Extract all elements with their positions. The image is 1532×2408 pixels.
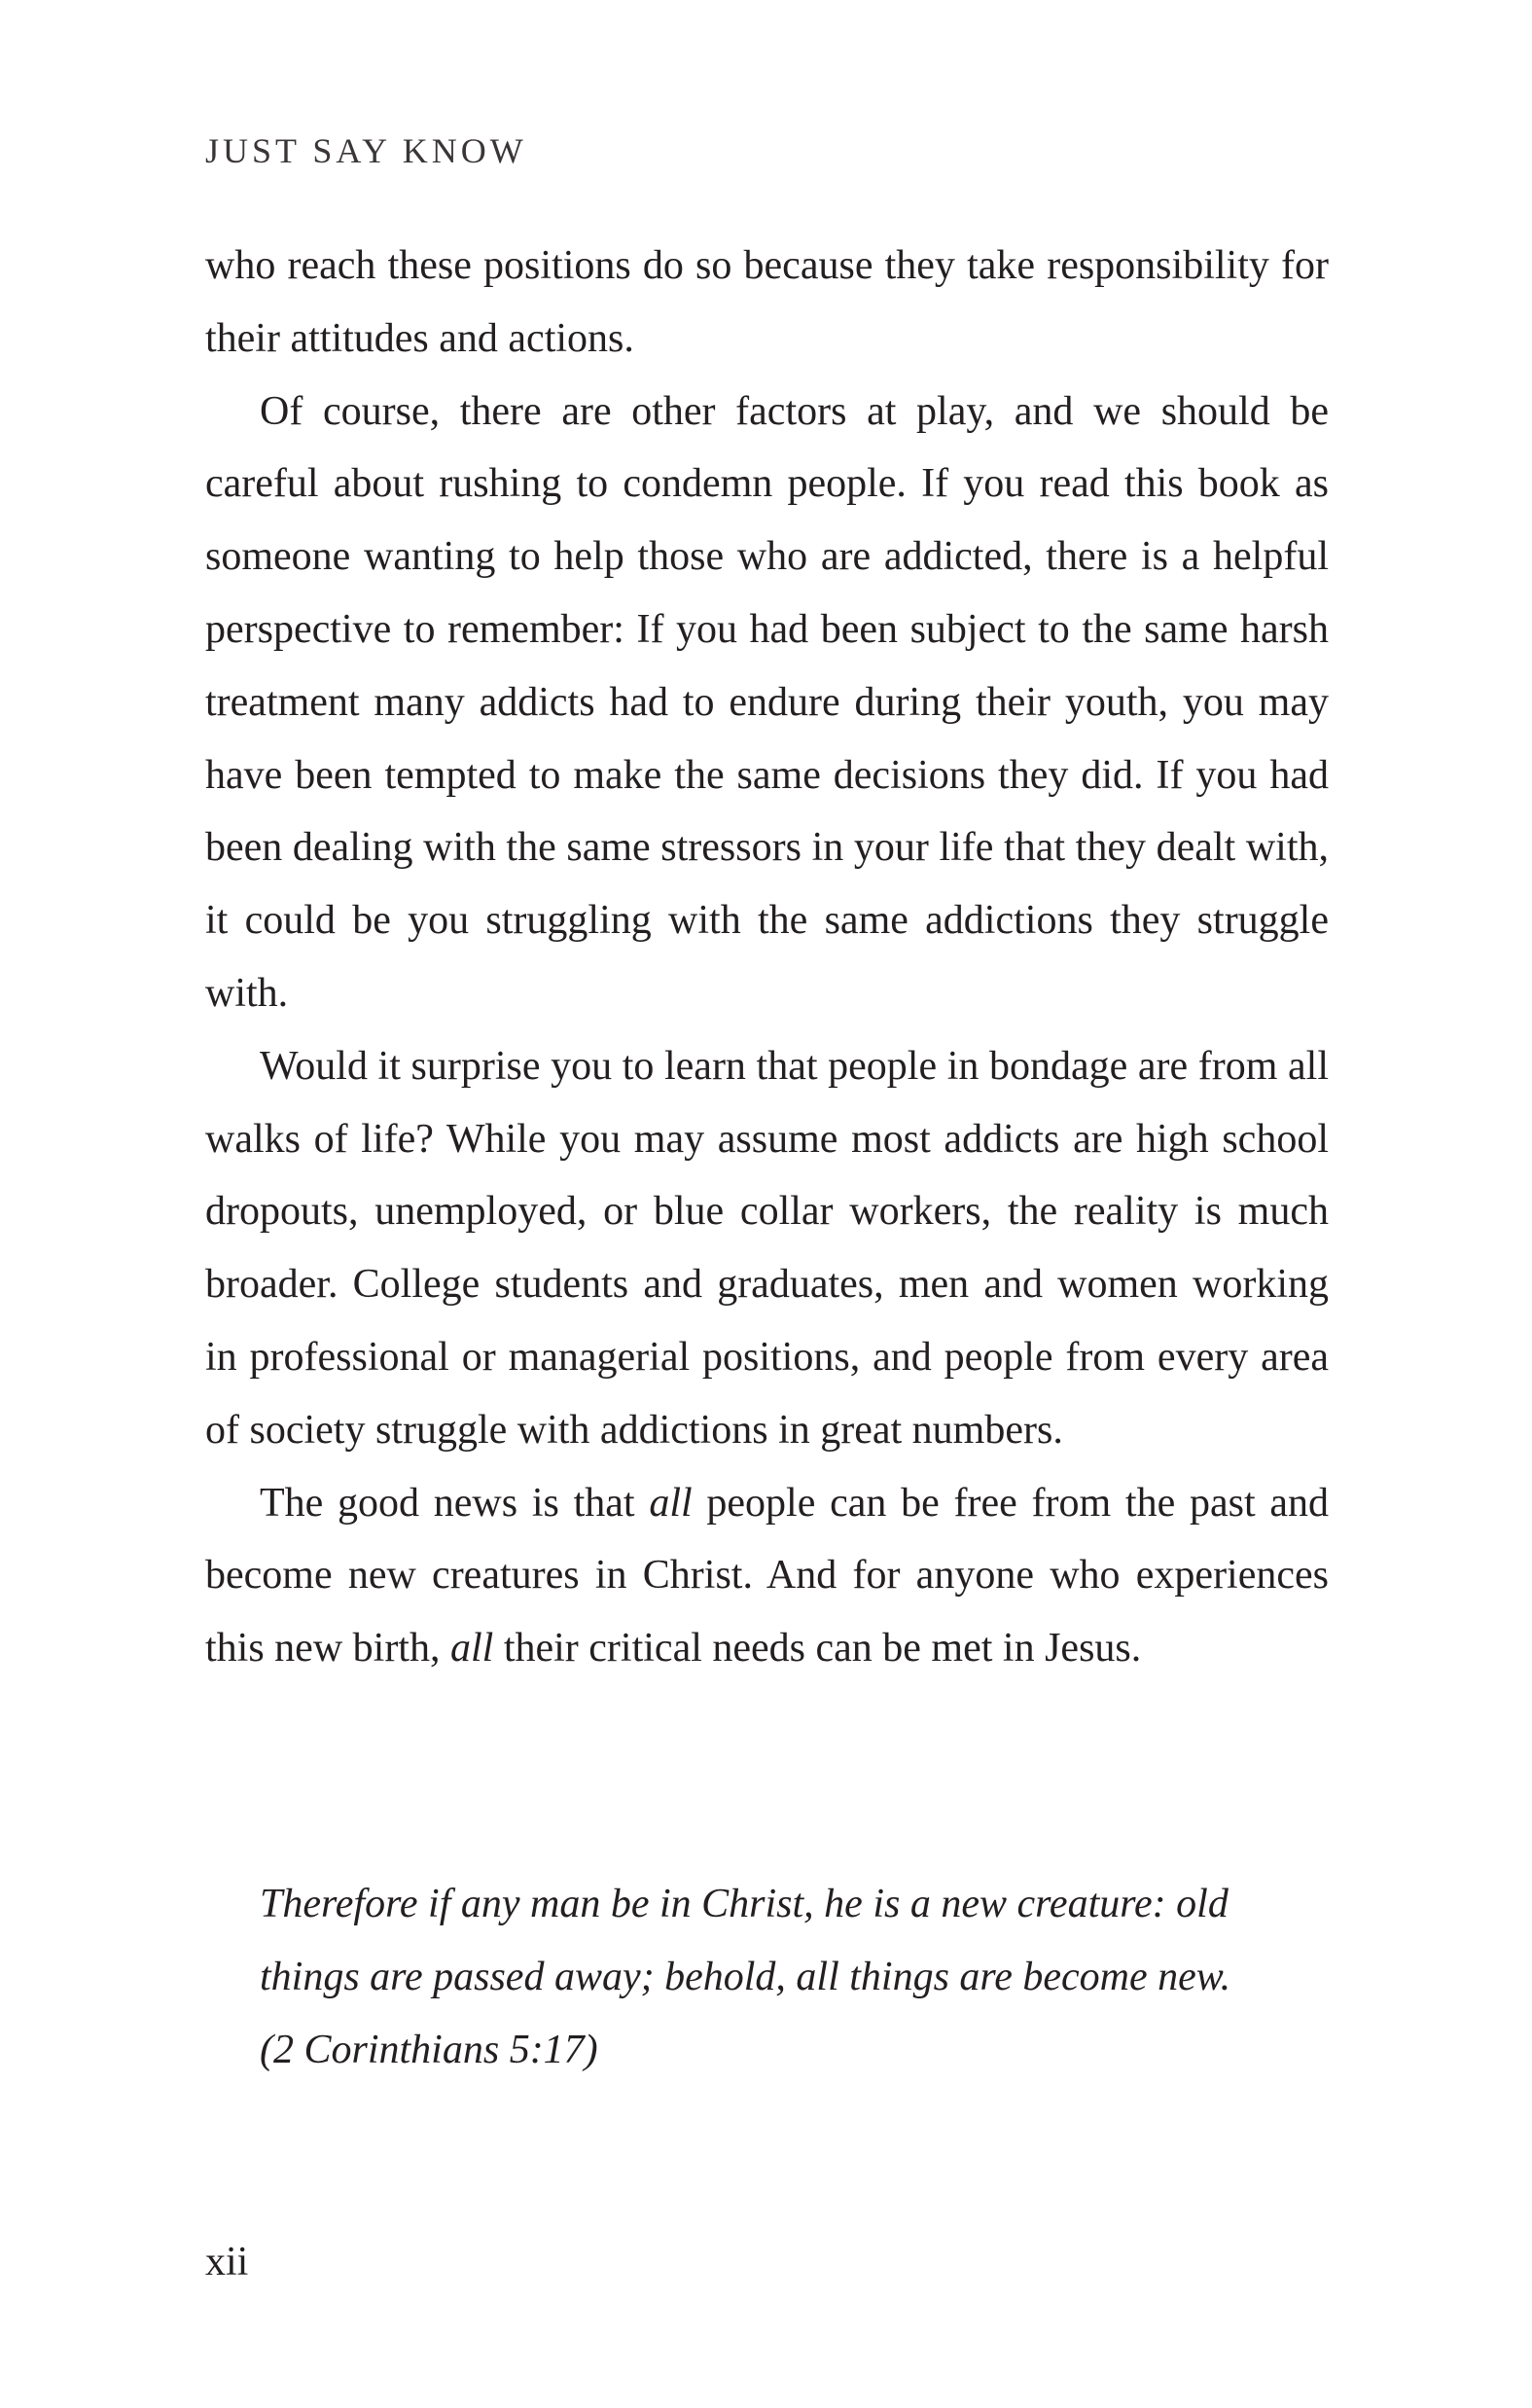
emphasis-all-2: all (449, 1626, 494, 1671)
verse-line-2: things are passed away; behold, all things are become new. (260, 1954, 1231, 1999)
verse-reference: (2 Corinthians 5:17) (260, 2027, 598, 2072)
emphasis-all-1: all (649, 1480, 693, 1526)
good-news-text-e: their critical needs can be met in Jesus. (493, 1626, 1142, 1671)
paragraph-other-factors: Of course, there are other factors at play, and we should be careful about rushing to condemn people. If you read this book as someone wanting to help those who are addicted, there is a helpful perspective to remember: If you had been subject to the same harsh treatment many addicts had to endure during their youth, you may have been tempted to make the same decisions they did. If you had been dealing with the same stressors in your life that they dealt with, it could be you struggling with the same addictions they struggle with. (205, 388, 1329, 1016)
verse-line-1: Therefore if any man be in Christ, he is a new creature: old (260, 1882, 1229, 1926)
page-number: xii (205, 2240, 249, 2284)
paragraph-good-news (205, 1467, 1329, 1685)
running-head: JUST SAY KNOW (205, 131, 527, 170)
good-news-text-a: The good news is that (260, 1480, 650, 1526)
good-news-text-c: people can be free from the past and become new creatures in Christ. And for anyone who experiences this new birth, (205, 1480, 1329, 1671)
paragraph-walks-of-life: Would it surprise you to learn that people in bondage are from all walks of life? While you may assume most addicts are high school dropouts, unemployed, or blue collar workers, the reality is much broader. College students and graduates, men and women working in professional or managerial positions, and people from every area of society struggle with addictions in great numbers. (205, 1043, 1329, 1453)
paragraph-continued: who reach these positions do so because they take responsibility for their attitudes and actions. (205, 243, 1329, 361)
body-text (205, 230, 1329, 1685)
scripture-quote (260, 1868, 1330, 2086)
